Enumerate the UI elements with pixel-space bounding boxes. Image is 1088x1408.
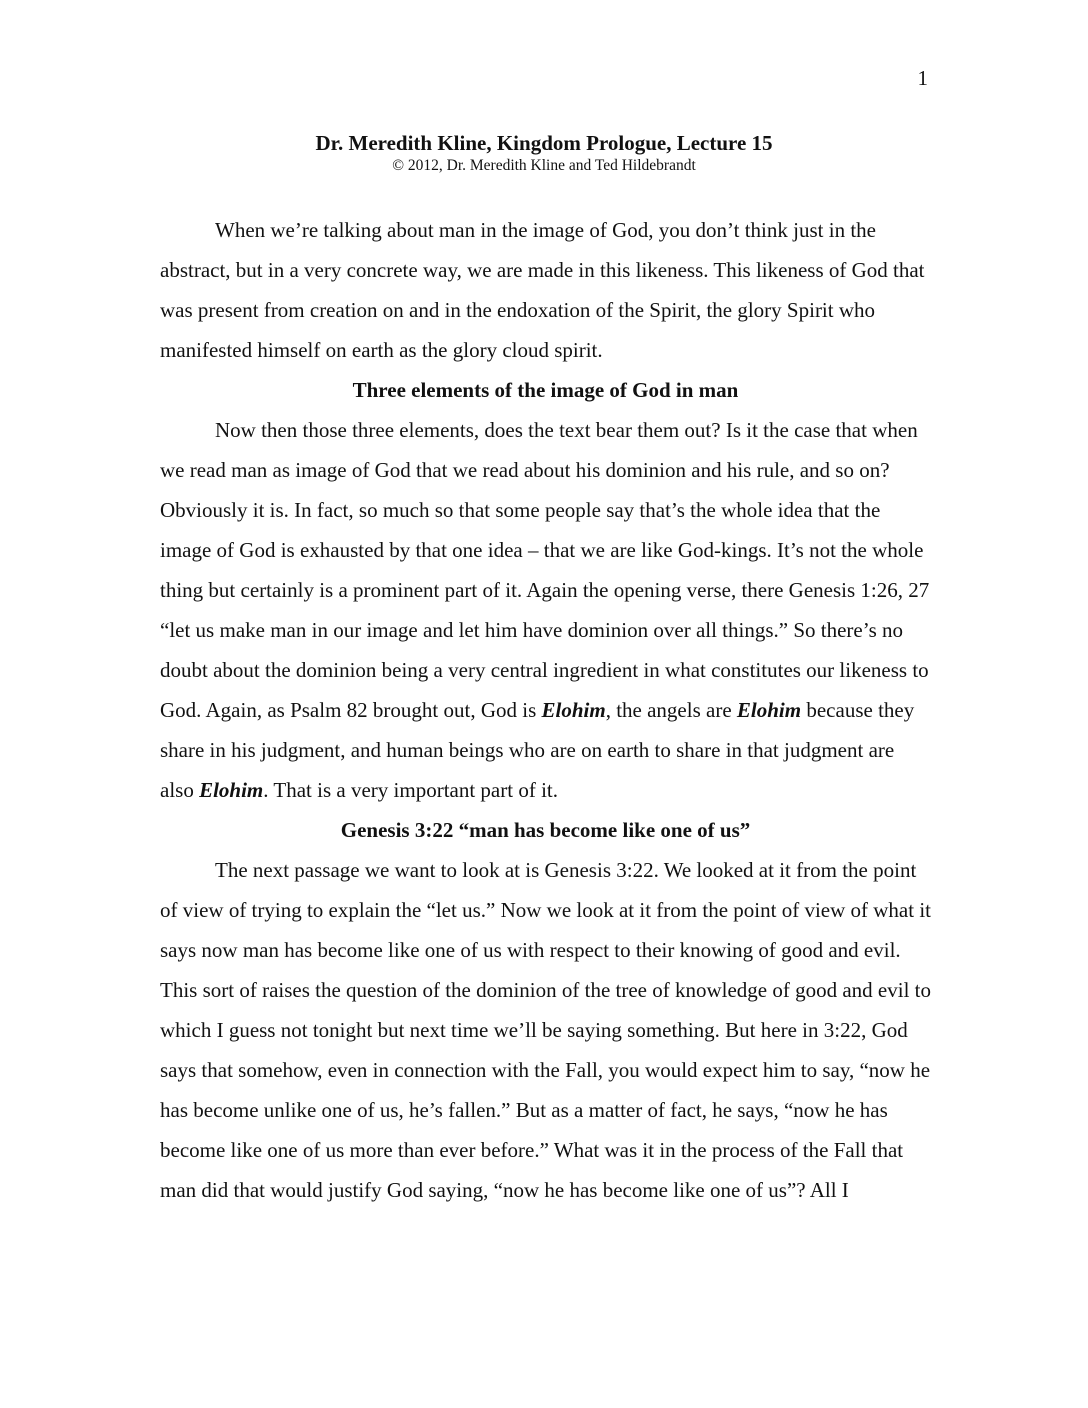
page-number: 1 bbox=[917, 66, 928, 90]
paragraph-genesis-3-22: The next passage we want to look at is Genesis 3:22. We looked at it from the point of view of trying to explain the “let us.” Now we look at it from the point of view of what it says now man has become like one of us with respect to their knowing of good and evil. This sort of raises the question of the dominion of the tree of knowledge of good and evil to which I guess not tonight but next time we’ll be saying something. But here in 3:22, God says that somehow, even in connection with the Fall, you would expect him to say, “now he has become unlike one of us, he’s fallen.” But as a matter of fact, he says, “now he has become like one of us more than ever before.” What was it in the process of the Fall that man did that would justify God saying, “now he has become like one of us”? All I bbox=[160, 858, 932, 1202]
paragraph-text: , the angels are bbox=[605, 698, 737, 722]
italic-term: Elohim bbox=[736, 698, 802, 722]
paragraph-three-elements bbox=[160, 410, 931, 810]
document-body bbox=[160, 210, 931, 1210]
paragraph-intro: When we’re talking about man in the image of God, you don’t think just in the abstract, but in a very concrete way, we are made in this likeness. This likeness of God that was present from creation on and in the endoxation of the Spirit, the glory Spirit who manifested himself on earth as the glory cloud spirit. bbox=[160, 218, 925, 362]
paragraph-text: Now then those three elements, does the text bear them out? Is it the case that when we read man as image of God that we read about his dominion and his rule, and so on? Obviously it is. In fact, so much so that some people say that’s the whole idea that the image of God is exhausted by that one idea – that we are like God-kings. It’s not the whole thing but certainly is a prominent part of it. Again the opening verse, there Genesis 1:26, 27 “let us make man in our image and let him have dominion over all things.” So there’s no doubt about the dominion being a very central ingredient in what constitutes our likeness to God. Again, as Psalm 82 brought out, God is bbox=[160, 418, 930, 722]
italic-term: Elohim bbox=[541, 698, 606, 722]
section-heading-three-elements: Three elements of the image of God in man bbox=[352, 378, 739, 402]
copyright-line: © 2012, Dr. Meredith Kline and Ted Hildebrandt bbox=[392, 157, 696, 174]
document-header bbox=[160, 130, 928, 175]
section-heading-genesis-3-22: Genesis 3:22 “man has become like one of us” bbox=[340, 818, 751, 842]
paragraph-text: because they share in his judgment, and human beings who are on earth to share in that judgment are also bbox=[160, 698, 915, 802]
paragraph-text: . That is a very important part of it. bbox=[263, 778, 558, 802]
document-title: Dr. Meredith Kline, Kingdom Prologue, Lecture 15 bbox=[315, 131, 773, 155]
italic-term: Elohim bbox=[199, 778, 264, 802]
